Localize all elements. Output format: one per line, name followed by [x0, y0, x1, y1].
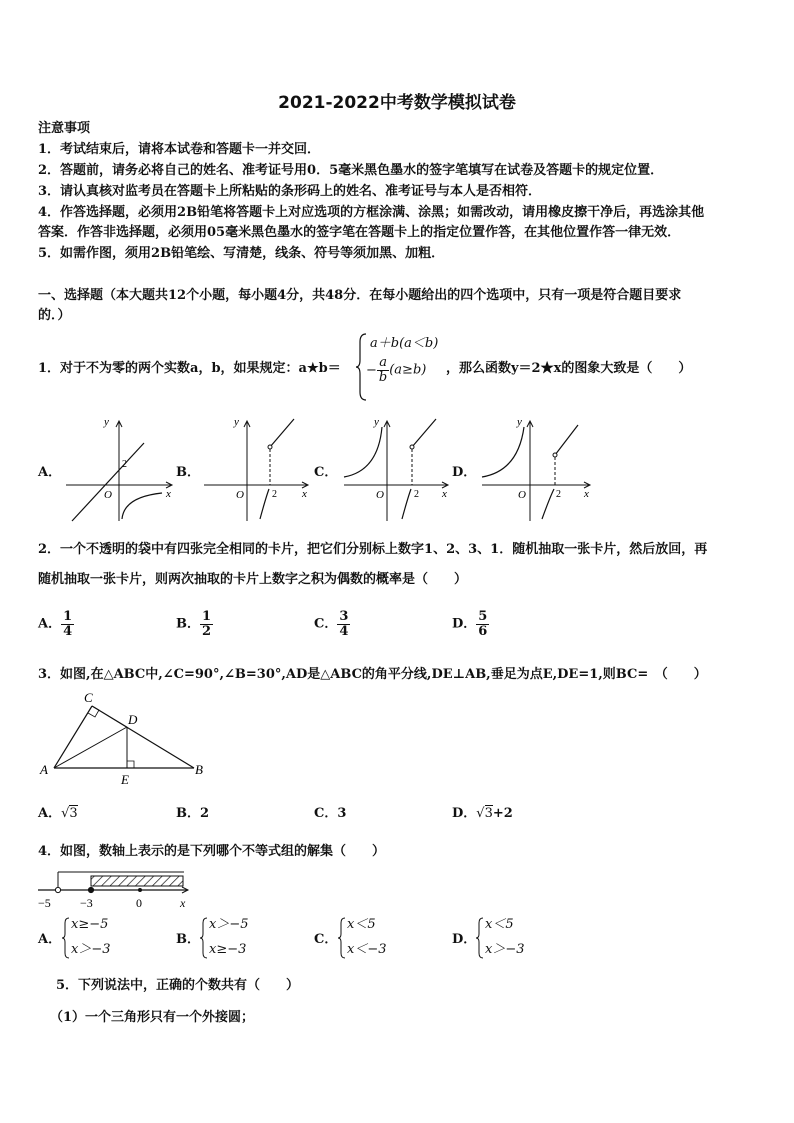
q4-tick-zero: 0: [136, 896, 142, 910]
q1d-two: 2: [556, 489, 561, 500]
notice-item-3: 3．请认真核对监考员在答题卡上所粘贴的条形码上的姓名、准考证号与本人是否相符．: [38, 184, 542, 199]
q3-label-b: B: [195, 762, 203, 777]
q1-case-2-cond: (a≥b): [389, 362, 427, 378]
q2-text-2: 随机抽取一张卡片，则两次抽取的卡片上数字之积为偶数的概率是（ ）: [38, 572, 468, 587]
page-title: 2021-2022中考数学模拟试卷: [278, 93, 516, 113]
q4-tick-m3: −3: [80, 896, 93, 910]
notice-item-2: 2．答题前，请务必将自己的姓名、准考证号用0．5毫米黑色墨水的签字笔填写在试卷及答题卡的规定位置．: [38, 163, 664, 178]
q1c-two: 2: [414, 489, 419, 500]
q1d-origin: O: [518, 489, 526, 501]
q5-item-1: （1）一个三角形只有一个外接圆；: [50, 1010, 255, 1025]
q1b-origin: O: [236, 489, 244, 501]
q1a-y-label: y: [104, 416, 109, 428]
q4-option-c-label: C．: [314, 932, 338, 947]
q3-triangle-figure: [38, 690, 213, 788]
q4-axis-x: x: [180, 896, 186, 910]
q4-option-a-brace: [62, 917, 70, 959]
q1-option-d-label: D．: [452, 465, 477, 480]
q4-option-a-top: x≥−5: [71, 917, 109, 932]
q1-graph-a: [62, 415, 177, 525]
q4-option-c-top: x＜5: [347, 917, 376, 932]
q1-graph-c: [340, 415, 455, 525]
q2-text-1: 2．一个不透明的袋中有四张完全相同的卡片，把它们分别标上数字1、2、3、1．随机抽取一张卡片，然后放回，再: [38, 542, 708, 557]
q3-label-d: D: [128, 712, 138, 727]
q4-option-d-brace: [476, 917, 484, 959]
notice-heading: 注意事项: [38, 121, 91, 136]
q1d-y-label: y: [517, 416, 522, 428]
q4-tick-m5: −5: [38, 896, 51, 910]
q1-graph-b: [200, 415, 315, 525]
q1-suffix: ，那么函数y＝2★x的图象大致是（ ）: [446, 361, 692, 376]
notice-item-5: 5．如需作图，须用2B铅笔绘、写清楚，线条、符号等须加黑、加粗．: [38, 246, 445, 261]
q4-option-b-label: B．: [176, 932, 200, 947]
section-heading-cont: 的．）: [38, 308, 71, 323]
q2-option-a: A． $\frac{1}{4}$: [38, 609, 73, 639]
q1-frac-num: a: [377, 356, 389, 371]
q1a-two: 2: [122, 459, 127, 470]
q1d-x-label: x: [584, 488, 589, 500]
q4-option-b-top: x＞−5: [209, 917, 249, 932]
q1-case-1: a＋b(a＜b): [370, 336, 439, 351]
q4-option-d-top: x＜5: [485, 917, 514, 932]
q4-number-line: [36, 866, 196, 912]
q3-label-e: E: [121, 772, 129, 787]
notice-item-1: 1．考试结束后，请将本试卷和答题卡一并交回．: [38, 142, 321, 157]
q3-label-a: A: [40, 762, 48, 777]
q4-option-b-bottom: x≥−3: [209, 942, 247, 957]
q3-label-c: C: [84, 690, 93, 705]
q1b-y-label: y: [234, 416, 239, 428]
q1-option-b-label: B．: [176, 465, 200, 480]
notice-item-4: 4．作答选择题，必须用2B铅笔将答题卡上对应选项的方框涂满、涂黑；如需改动，请用橡皮擦干净后，再选涂其他: [38, 205, 705, 220]
q1-graph-d: [478, 415, 598, 525]
q1a-origin: O: [104, 489, 112, 501]
q1-case-2: − $\frac{a}{b}$ (a≥b): [366, 355, 427, 385]
q3-text: 3．如图,在△ABC中,∠C=90°,∠B=30°,AD是△ABC的角平分线,DE⊥AB,垂足为点E,DE=1,则BC= （ ）: [38, 667, 707, 682]
q4-option-c-brace: [338, 917, 346, 959]
q3-option-d: D．√3+2: [452, 806, 513, 821]
q4-option-a-label: A．: [38, 932, 62, 947]
q2-option-b: B． $\frac{1}{2}$: [176, 609, 212, 639]
q1c-origin: O: [376, 489, 384, 501]
q3-option-c: C．3: [314, 806, 347, 821]
q1b-two: 2: [272, 489, 277, 500]
q1b-x-label: x: [302, 488, 307, 500]
q4-option-c-bottom: x＜−3: [347, 942, 387, 957]
q3-option-a: A．√3: [38, 806, 78, 821]
q1c-y-label: y: [374, 416, 379, 428]
q1-prefix: 1．对于不为零的两个实数a，b，如果规定：a★b＝: [38, 361, 341, 376]
q1c-x-label: x: [442, 488, 447, 500]
q1-option-c-label: C．: [314, 465, 338, 480]
q4-text: 4．如图，数轴上表示的是下列哪个不等式组的解集（ ）: [38, 844, 386, 859]
q1-option-a-label: A．: [38, 465, 62, 480]
section-heading: 一、选择题（本大题共12个小题，每小题4分，共48分．在每小题给出的四个选项中，只有一项是符合题目要求: [38, 288, 682, 303]
q4-option-d-label: D．: [452, 932, 477, 947]
q4-option-b-brace: [200, 917, 208, 959]
q4-option-d-bottom: x＞−3: [485, 942, 525, 957]
q1a-x-label: x: [166, 488, 171, 500]
q2-option-c: C． $\frac{3}{4}$: [314, 609, 349, 639]
q5-text: 5．下列说法中，正确的个数共有（ ）: [56, 978, 300, 993]
q1-frac-den: b: [378, 370, 388, 385]
notice-item-4-cont: 答案．作答非选择题，必须用05毫米黑色墨水的签字笔在答题卡上的指定位置作答，在其他位置作答一律无效．: [38, 225, 681, 240]
q3-option-b: B．2: [176, 806, 210, 821]
q2-option-d: D． $\frac{5}{6}$: [452, 609, 488, 639]
q4-option-a-bottom: x＞−3: [71, 942, 111, 957]
